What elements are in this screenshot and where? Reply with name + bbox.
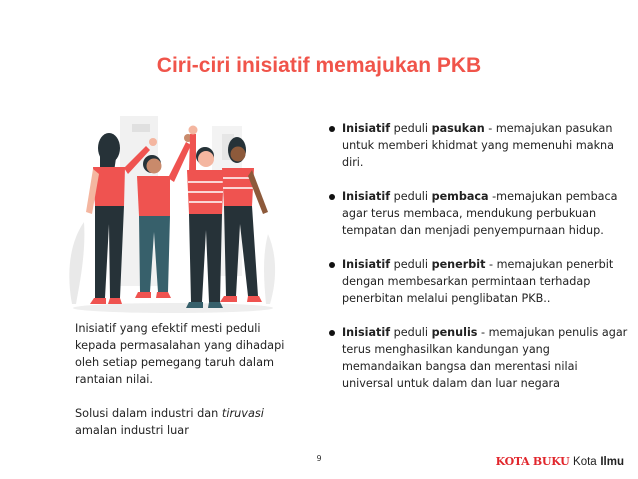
background-plant-left [69,222,84,304]
left-paragraph-2 [75,405,297,439]
brand-logo-text: KOTA BUKU [495,455,570,468]
left-paragraph-2-prefix: Solusi dalam industri dan [75,407,222,420]
left-paragraph-1: Inisiatif yang efektif mesti peduli kepada permasalahan yang dihadapi oleh setiap pemegang taruh dalam rantaian nilai. [75,322,285,386]
page-title: Ciri-ciri inisiatif memajukan PKB [156,54,482,77]
background-sign [132,124,150,132]
bullet-item-penulis [328,324,628,392]
bullet-connector: peduli [390,326,432,339]
left-paragraph-2-italic: tiruvasi [221,407,264,420]
bullet-bold-target: pasukan [431,122,485,135]
bullet-description: - memajukan penerbit dengan membesarkan permintaan terhadap penerbitan melalui penglibatan PKB.. [342,258,614,305]
bullet-item-pasukan [328,120,628,171]
team-high-five-illustration [62,112,284,318]
page-number: 9 [316,454,322,463]
background-plant-right [264,234,275,304]
bullet-bold-term: Inisiatif [342,190,391,203]
brand-text: Kota [573,456,597,468]
bullet-description: - memajukan penulis agar terus menghasilkan kandungan yang memandaikan bangsa dan merentasi nilai universal untuk dalam dan luar negara [342,326,628,390]
bullet-connector: peduli [390,190,432,203]
left-paragraph-2-suffix: amalan industri luar [75,424,189,437]
brand-text-bold: Ilmu [600,456,624,468]
bullet-bold-term: Inisiatif [342,122,391,135]
bullet-bold-term: Inisiatif [342,326,391,339]
footer-brand [496,454,624,468]
bullet-item-penerbit [328,256,628,307]
bullet-bold-term: Inisiatif [342,258,391,271]
ground-shadow [73,303,273,313]
bullet-description: - memajukan pasukan untuk memberi khidmat yang memenuhi makna diri. [342,122,614,169]
bullet-description: -memajukan pembaca agar terus membaca, mendukung perbukuan tempatan dan menjadi penyempurnaan hidup. [342,190,618,237]
bullet-connector: peduli [390,258,432,271]
bullet-bold-target: pembaca [431,190,489,203]
bullet-bold-target: penerbit [431,258,486,271]
left-text-block [75,320,297,456]
bullet-connector: peduli [390,122,432,135]
bullet-item-pembaca [328,188,628,239]
bullet-bold-target: penulis [431,326,478,339]
bullet-list [328,120,628,409]
